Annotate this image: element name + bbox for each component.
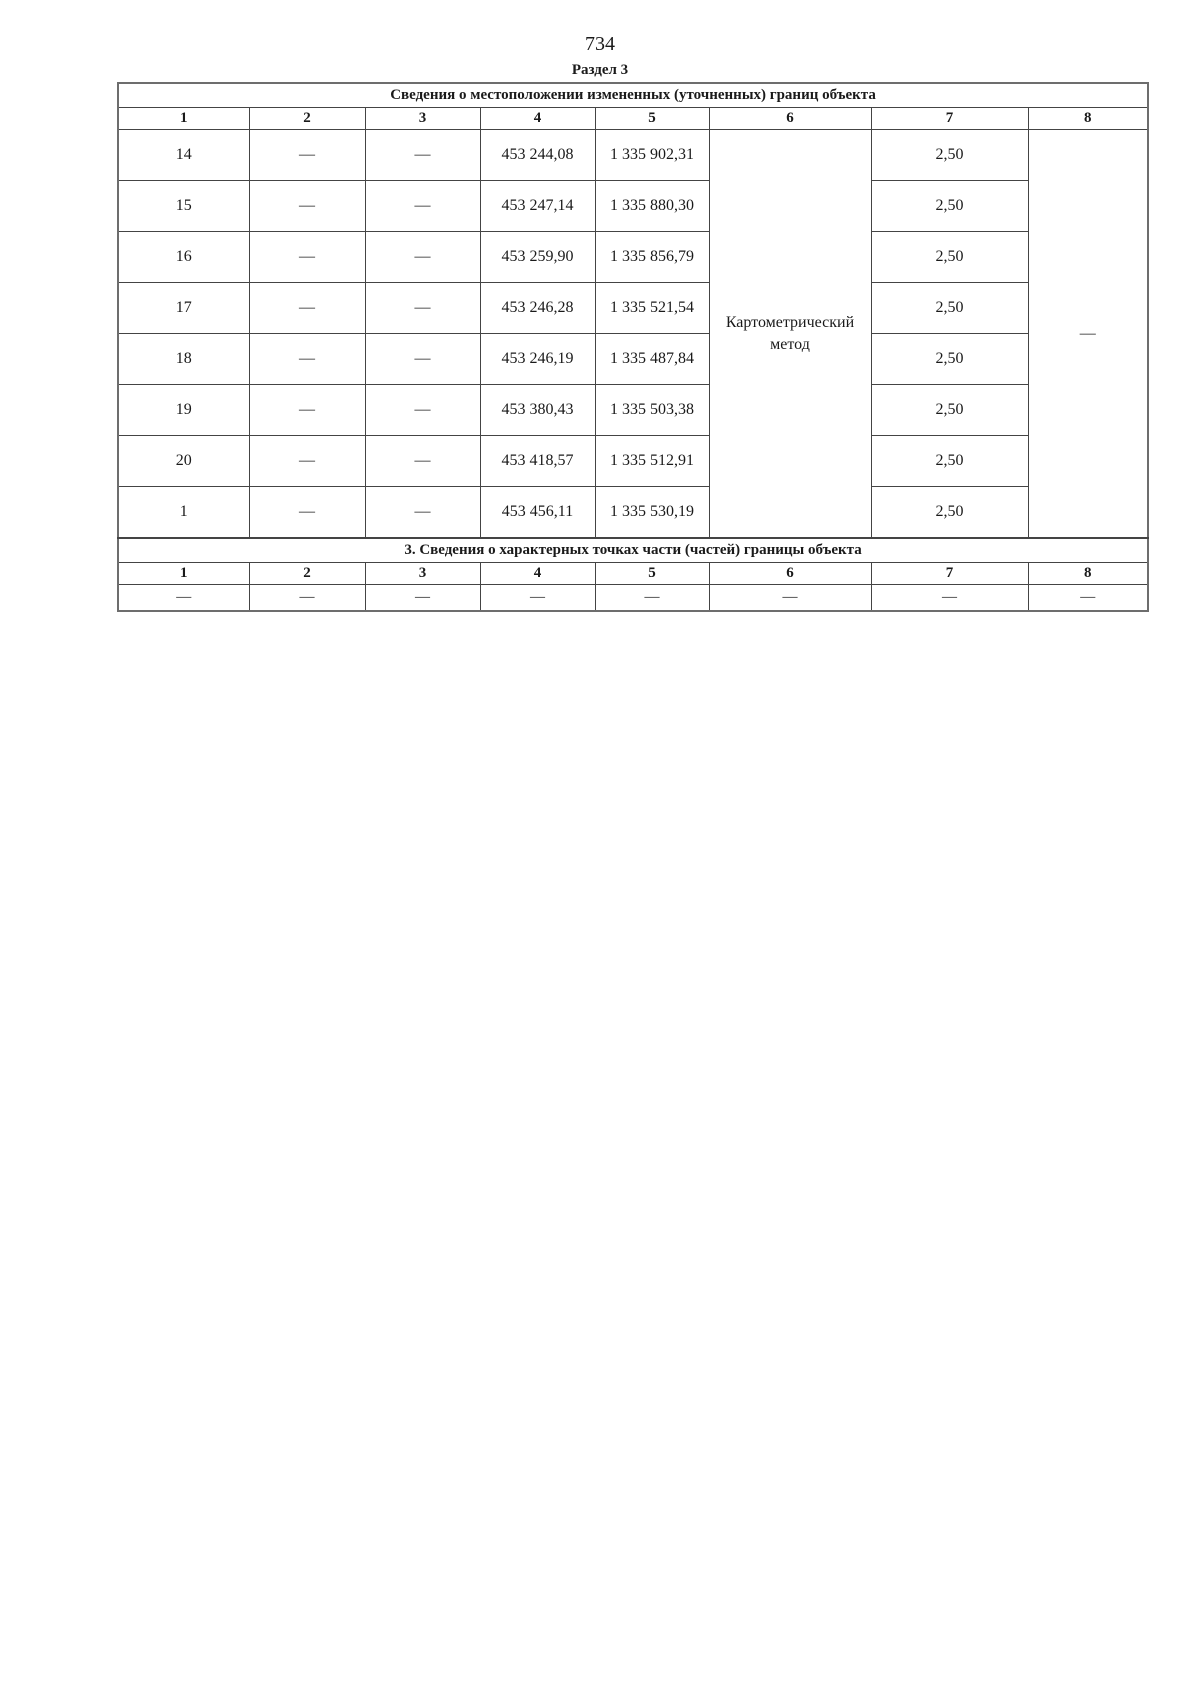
table-row — [118, 283, 1148, 334]
cell-dash: — — [365, 436, 480, 487]
column-number: 3 — [365, 108, 480, 130]
cell-dash: — — [365, 181, 480, 232]
coord-y: 1 335 512,91 — [595, 436, 709, 487]
cell-dash: — — [249, 283, 365, 334]
cell-dash: — — [1028, 585, 1148, 612]
cell-dash: — — [249, 181, 365, 232]
cell-dash: — — [118, 585, 249, 612]
parts-caption: 3. Сведения о характерных точках части (частей) границы объекта — [118, 538, 1148, 563]
table-row — [118, 181, 1148, 232]
accuracy: 2,50 — [871, 232, 1028, 283]
column-number: 3 — [365, 563, 480, 585]
cell-dash: — — [709, 585, 871, 612]
page-number: 734 — [585, 33, 615, 55]
point-number: 17 — [118, 283, 249, 334]
coord-x: 453 247,14 — [480, 181, 595, 232]
point-number: 14 — [118, 130, 249, 181]
cell-dash: — — [365, 385, 480, 436]
parts-column-number-row — [118, 563, 1148, 585]
coord-y: 1 335 487,84 — [595, 334, 709, 385]
section-title: Раздел 3 — [571, 62, 629, 78]
cell-dash: — — [249, 585, 365, 612]
coord-y: 1 335 530,19 — [595, 487, 709, 539]
point-number: 15 — [118, 181, 249, 232]
accuracy: 2,50 — [871, 436, 1028, 487]
column-number: 5 — [595, 108, 709, 130]
cell-dash: — — [365, 487, 480, 539]
col8-cell: — — [1028, 130, 1148, 539]
cell-dash: — — [480, 585, 595, 612]
column-number: 8 — [1028, 108, 1148, 130]
coord-x: 453 246,28 — [480, 283, 595, 334]
column-number: 1 — [118, 108, 249, 130]
column-number: 1 — [118, 563, 249, 585]
coord-x: 453 246,19 — [480, 334, 595, 385]
accuracy: 2,50 — [871, 334, 1028, 385]
coord-x: 453 456,11 — [480, 487, 595, 539]
table-row — [118, 385, 1148, 436]
accuracy: 2,50 — [871, 487, 1028, 539]
coord-x: 453 244,08 — [480, 130, 595, 181]
column-number: 7 — [871, 108, 1028, 130]
column-number: 4 — [480, 108, 595, 130]
coord-x: 453 418,57 — [480, 436, 595, 487]
cell-dash: — — [249, 436, 365, 487]
column-number: 8 — [1028, 563, 1148, 585]
coord-x: 453 380,43 — [480, 385, 595, 436]
coord-y: 1 335 521,54 — [595, 283, 709, 334]
cell-dash: — — [871, 585, 1028, 612]
table-row — [118, 487, 1148, 539]
method-cell: Картометрический метод — [709, 130, 871, 539]
cell-dash: — — [365, 283, 480, 334]
column-number: 6 — [709, 108, 871, 130]
table-row — [118, 130, 1148, 181]
table-row — [118, 436, 1148, 487]
cell-dash: — — [365, 130, 480, 181]
column-number: 2 — [249, 563, 365, 585]
table-row — [118, 334, 1148, 385]
table-caption: Сведения о местоположении измененных (уточненных) границ объекта — [118, 83, 1148, 108]
coord-y: 1 335 503,38 — [595, 385, 709, 436]
column-number-row — [118, 108, 1148, 130]
point-number: 20 — [118, 436, 249, 487]
accuracy: 2,50 — [871, 385, 1028, 436]
cell-dash: — — [249, 130, 365, 181]
cell-dash: — — [365, 585, 480, 612]
point-number: 1 — [118, 487, 249, 539]
column-number: 5 — [595, 563, 709, 585]
accuracy: 2,50 — [871, 130, 1028, 181]
cell-dash: — — [249, 487, 365, 539]
point-number: 19 — [118, 385, 249, 436]
accuracy: 2,50 — [871, 283, 1028, 334]
point-number: 18 — [118, 334, 249, 385]
cell-dash: — — [365, 334, 480, 385]
cell-dash: — — [249, 232, 365, 283]
column-number: 4 — [480, 563, 595, 585]
point-number: 16 — [118, 232, 249, 283]
column-number: 2 — [249, 108, 365, 130]
cell-dash: — — [249, 385, 365, 436]
accuracy: 2,50 — [871, 181, 1028, 232]
boundary-table — [117, 82, 1149, 612]
table-row — [118, 232, 1148, 283]
column-number: 6 — [709, 563, 871, 585]
cell-dash: — — [249, 334, 365, 385]
coord-y: 1 335 880,30 — [595, 181, 709, 232]
coord-y: 1 335 902,31 — [595, 130, 709, 181]
parts-row — [118, 585, 1148, 612]
coord-x: 453 259,90 — [480, 232, 595, 283]
cell-dash: — — [365, 232, 480, 283]
cell-dash: — — [595, 585, 709, 612]
coord-y: 1 335 856,79 — [595, 232, 709, 283]
column-number: 7 — [871, 563, 1028, 585]
